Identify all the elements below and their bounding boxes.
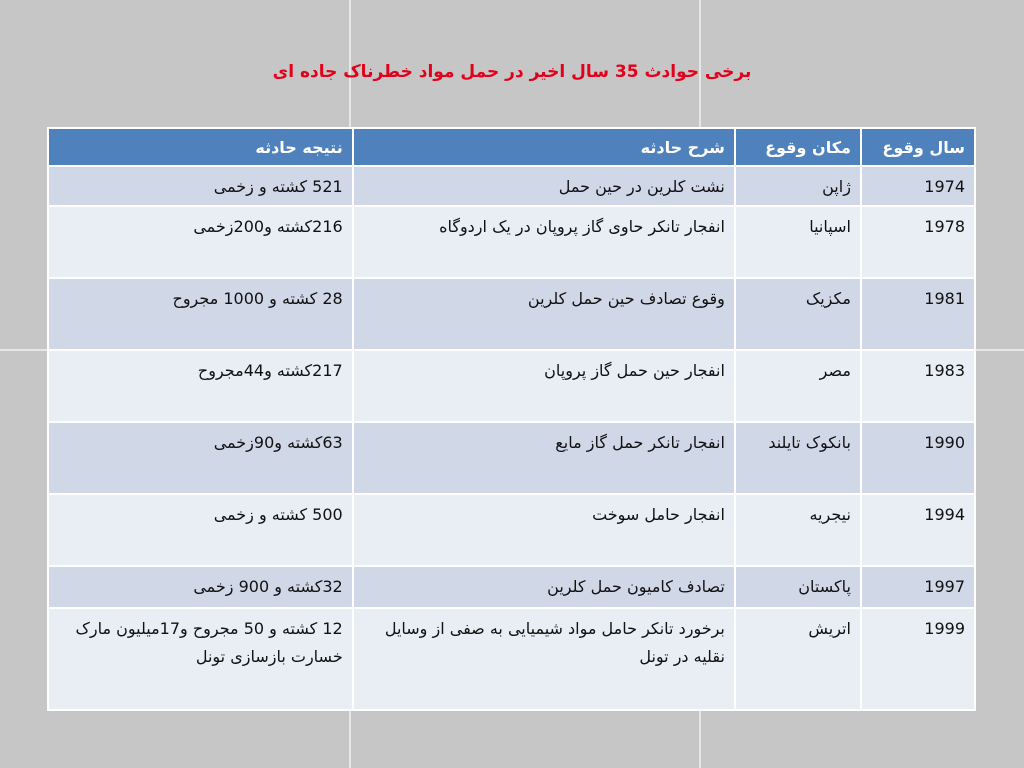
cell-result: 500 کشته و زخمی	[48, 494, 353, 566]
cell-place: مکزیک	[735, 278, 861, 350]
cell-result: 63کشته و90زخمی	[48, 422, 353, 494]
cell-year: 1981	[861, 278, 975, 350]
header-description: شرح حادثه	[353, 128, 735, 166]
cell-place: پاکستان	[735, 566, 861, 608]
slide-title: برخی حوادث 35 سال اخیر در حمل مواد خطرناک جاده ای	[272, 62, 752, 82]
table-row	[48, 494, 975, 566]
table-row	[48, 422, 975, 494]
cell-result: 32کشته و 900 زخمی	[48, 566, 353, 608]
cell-description: انفجار تانکر حمل گاز مایع	[353, 422, 735, 494]
cell-year: 1974	[861, 166, 975, 206]
cell-year: 1999	[861, 608, 975, 710]
cell-description: برخورد تانکر حامل مواد شیمیایی به صفی از وسایل نقلیه در تونل	[353, 608, 735, 710]
cell-year: 1983	[861, 350, 975, 422]
cell-year: 1997	[861, 566, 975, 608]
table-row	[48, 166, 975, 206]
cell-result: 28 کشته و 1000 مجروح	[48, 278, 353, 350]
cell-description: انفجار حامل سوخت	[353, 494, 735, 566]
table-row	[48, 350, 975, 422]
cell-place: اتریش	[735, 608, 861, 710]
accidents-table	[47, 127, 976, 711]
table-header-row	[48, 128, 975, 166]
cell-description: انفجار تانکر حاوی گاز پروپان در یک اردوگاه	[353, 206, 735, 278]
cell-place: بانکوک تایلند	[735, 422, 861, 494]
cell-place: ژاپن	[735, 166, 861, 206]
header-year: سال وقوع	[861, 128, 975, 166]
cell-place: نیجریه	[735, 494, 861, 566]
cell-result: 12 کشته و 50 مجروح و17میلیون مارک خسارت بازسازی تونل	[48, 608, 353, 710]
table-row	[48, 566, 975, 608]
cell-result: 216کشته و200زخمی	[48, 206, 353, 278]
table-row	[48, 206, 975, 278]
cell-place: مصر	[735, 350, 861, 422]
header-place: مکان وقوع	[735, 128, 861, 166]
cell-place: اسپانیا	[735, 206, 861, 278]
cell-description: تصادف کامیون حمل کلرین	[353, 566, 735, 608]
cell-result: 521 کشته و زخمی	[48, 166, 353, 206]
cell-year: 1978	[861, 206, 975, 278]
cell-description: وقوع تصادف حین حمل کلرین	[353, 278, 735, 350]
table-row	[48, 278, 975, 350]
cell-description: انفجار حین حمل گاز پروپان	[353, 350, 735, 422]
table-row	[48, 608, 975, 710]
header-result: نتیجه حادثه	[48, 128, 353, 166]
cell-year: 1994	[861, 494, 975, 566]
cell-year: 1990	[861, 422, 975, 494]
cell-result: 217کشته و44مجروح	[48, 350, 353, 422]
cell-description: نشت کلرین در حین حمل	[353, 166, 735, 206]
